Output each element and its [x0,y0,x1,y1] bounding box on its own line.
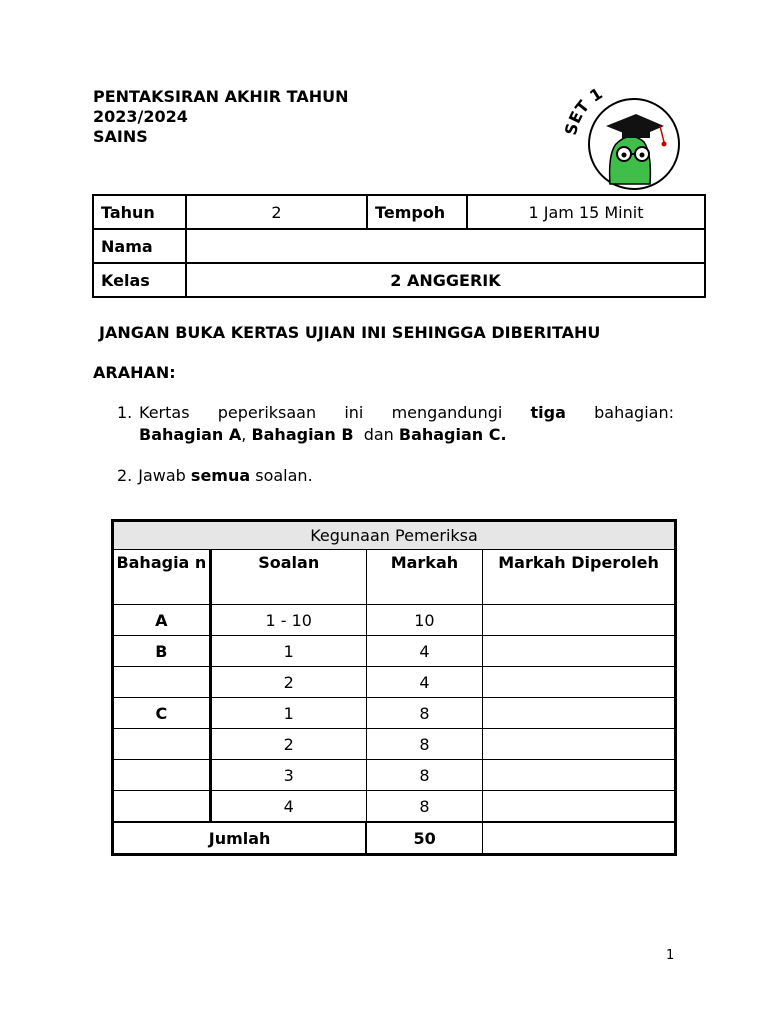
info-row-kelas [93,263,705,297]
cell-soalan: 2 [210,667,366,698]
table-row [113,791,676,823]
page-number: 1 [666,948,675,963]
cell-bahagian: C [113,698,211,729]
cell-markah: 10 [366,605,482,636]
cell-soalan: 3 [210,760,366,791]
exam-year: 2023/2024 [93,107,188,126]
table-row [113,605,676,636]
cell-bahagian: A [113,605,211,636]
tahun-label: Tahun [93,195,186,229]
cell-diperoleh[interactable] [483,605,676,636]
instruction-2-text-a: Jawab [138,466,191,485]
student-info-table [92,194,706,298]
instructions-heading: ARAHAN: [93,363,176,382]
nama-label: Nama [93,229,186,263]
examiner-mark-table [111,519,677,856]
instruction-2 [117,466,313,485]
mark-table-title-row [113,521,676,550]
col-header-soalan: Soalan [210,550,366,605]
mark-table-header-row [113,550,676,605]
tempoh-value: 1 Jam 15 Minit [467,195,705,229]
cell-bahagian [113,667,211,698]
instruction-1-text-g: dan [353,425,399,444]
total-label: Jumlah [113,822,367,855]
cell-bahagian: B [113,636,211,667]
cell-soalan: 2 [210,729,366,760]
cell-markah: 8 [366,760,482,791]
table-row [113,636,676,667]
instruction-1-line1 [139,402,674,424]
cell-soalan: 1 - 10 [210,605,366,636]
cell-diperoleh[interactable] [483,729,676,760]
nama-field[interactable] [186,229,705,263]
mark-table-title: Kegunaan Pemeriksa [113,521,676,550]
table-row [113,729,676,760]
exam-header [93,87,348,147]
instruction-2-text-b: semua [190,466,251,485]
instruction-1 [117,402,674,446]
instruction-1-number: 1. [117,403,133,422]
instruction-1-text-h: Bahagian C. [398,425,507,444]
col-header-markah: Markah [366,550,482,605]
mark-table-total-row [113,822,676,855]
instruction-2-text-c: soalan. [250,466,313,485]
instruction-1-text-c: bahagian: [565,403,674,422]
instruction-1-text-e: , [241,425,252,444]
cell-markah: 8 [366,791,482,823]
kelas-label: Kelas [93,263,186,297]
instruction-2-body [138,466,312,485]
cell-bahagian [113,729,211,760]
info-row-tahun [93,195,705,229]
total-value: 50 [366,822,482,855]
table-row [113,698,676,729]
cell-soalan: 1 [210,698,366,729]
tempoh-label: Tempoh [367,195,467,229]
col-header-bahagian: Bahagia n [113,550,211,605]
cell-diperoleh[interactable] [483,698,676,729]
set-badge-illustration [560,84,685,194]
instruction-1-line2 [139,424,674,446]
table-row [113,667,676,698]
cell-markah: 8 [366,729,482,760]
exam-subject: SAINS [93,127,148,146]
instruction-1-text-f: Bahagian B [251,425,354,444]
warning-notice: JANGAN BUKA KERTAS UJIAN INI SEHINGGA DIBERITAHU [99,323,601,342]
col-header-diperoleh: Markah Diperoleh [483,550,676,605]
instruction-1-text-d: Bahagian A [139,425,242,444]
cell-diperoleh[interactable] [483,791,676,823]
cell-diperoleh[interactable] [483,667,676,698]
cell-markah: 4 [366,636,482,667]
cell-diperoleh[interactable] [483,760,676,791]
instruction-1-text-a: Kertas peperiksaan ini mengandungi [139,403,531,422]
instruction-2-number: 2. [117,466,133,485]
exam-title: PENTAKSIRAN AKHIR TAHUN [93,87,349,106]
total-diperoleh[interactable] [483,822,676,855]
info-row-nama [93,229,705,263]
cell-soalan: 1 [210,636,366,667]
cell-markah: 4 [366,667,482,698]
tahun-value: 2 [186,195,367,229]
cell-markah: 8 [366,698,482,729]
cell-bahagian [113,760,211,791]
set-badge-text: SET 1 [561,84,606,137]
cell-diperoleh[interactable] [483,636,676,667]
table-row [113,760,676,791]
cell-bahagian [113,791,211,823]
kelas-value: 2 ANGGERIK [186,263,705,297]
instruction-1-text-b: tiga [530,403,566,422]
cell-soalan: 4 [210,791,366,823]
